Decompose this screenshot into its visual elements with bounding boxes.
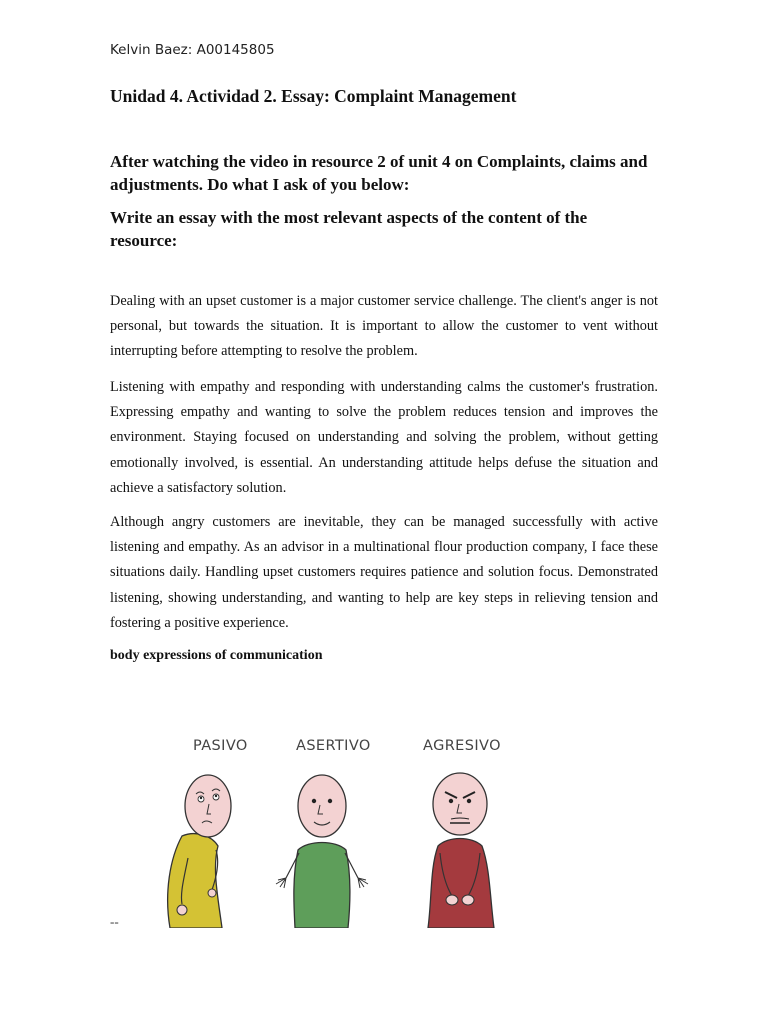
- instruction-2: Write an essay with the most relevant aspects of the content of the resource:: [110, 208, 588, 250]
- instruction-1: After watching the video in resource 2 of unit 4 on Complaints, claims and adjustments. Do what I ask of you below:: [110, 152, 648, 194]
- communication-styles-illustration: [160, 728, 520, 928]
- essay-paragraph-1: Dealing with an upset customer is a major customer service challenge. The client's anger is not personal, but towards the situation. It is important to allow the customer to vent without interrupting before attempting to resolve the problem.: [110, 293, 658, 360]
- label-agresivo: AGRESIVO: [423, 738, 501, 754]
- pasivo-head: [185, 775, 231, 837]
- asertivo-body: [294, 843, 350, 929]
- document-title: Unidad 4. Actividad 2. Essay: Complaint Management: [110, 86, 517, 106]
- asertivo-head: [298, 775, 346, 837]
- author-line: Kelvin Baez: A00145805: [110, 42, 275, 58]
- label-pasivo: PASIVO: [193, 738, 248, 754]
- label-asertivo: ASERTIVO: [296, 738, 371, 754]
- asertivo-figure: [276, 775, 368, 928]
- essay-paragraph-2: Listening with empathy and responding with understanding calms the customer's frustration. Expressing empathy and wanting to solve the problem reduces tension and improves the environment. Staying focused on understanding and solving the problem, without getting emotionally involved, is essential. An understanding attitude helps defuse the situation and achieve a satisfactory solution.: [110, 379, 658, 496]
- pasivo-body: [168, 834, 222, 928]
- figure-caption: body expressions of communication: [110, 648, 323, 663]
- agresivo-head: [433, 773, 487, 835]
- agresivo-body: [428, 839, 494, 929]
- agresivo-figure: [428, 773, 494, 928]
- end-mark: --: [110, 914, 119, 929]
- pasivo-figure: [168, 775, 231, 928]
- essay-paragraph-3: Although angry customers are inevitable, they can be managed successfully with active listening and empathy. As an advisor in a multinational flour production company, I face these situations daily. Handling upset customers requires patience and solution focus. Demonstrated listening, showing understanding, and wanting to help are key steps in relieving tension and fostering a positive experience.: [110, 514, 658, 631]
